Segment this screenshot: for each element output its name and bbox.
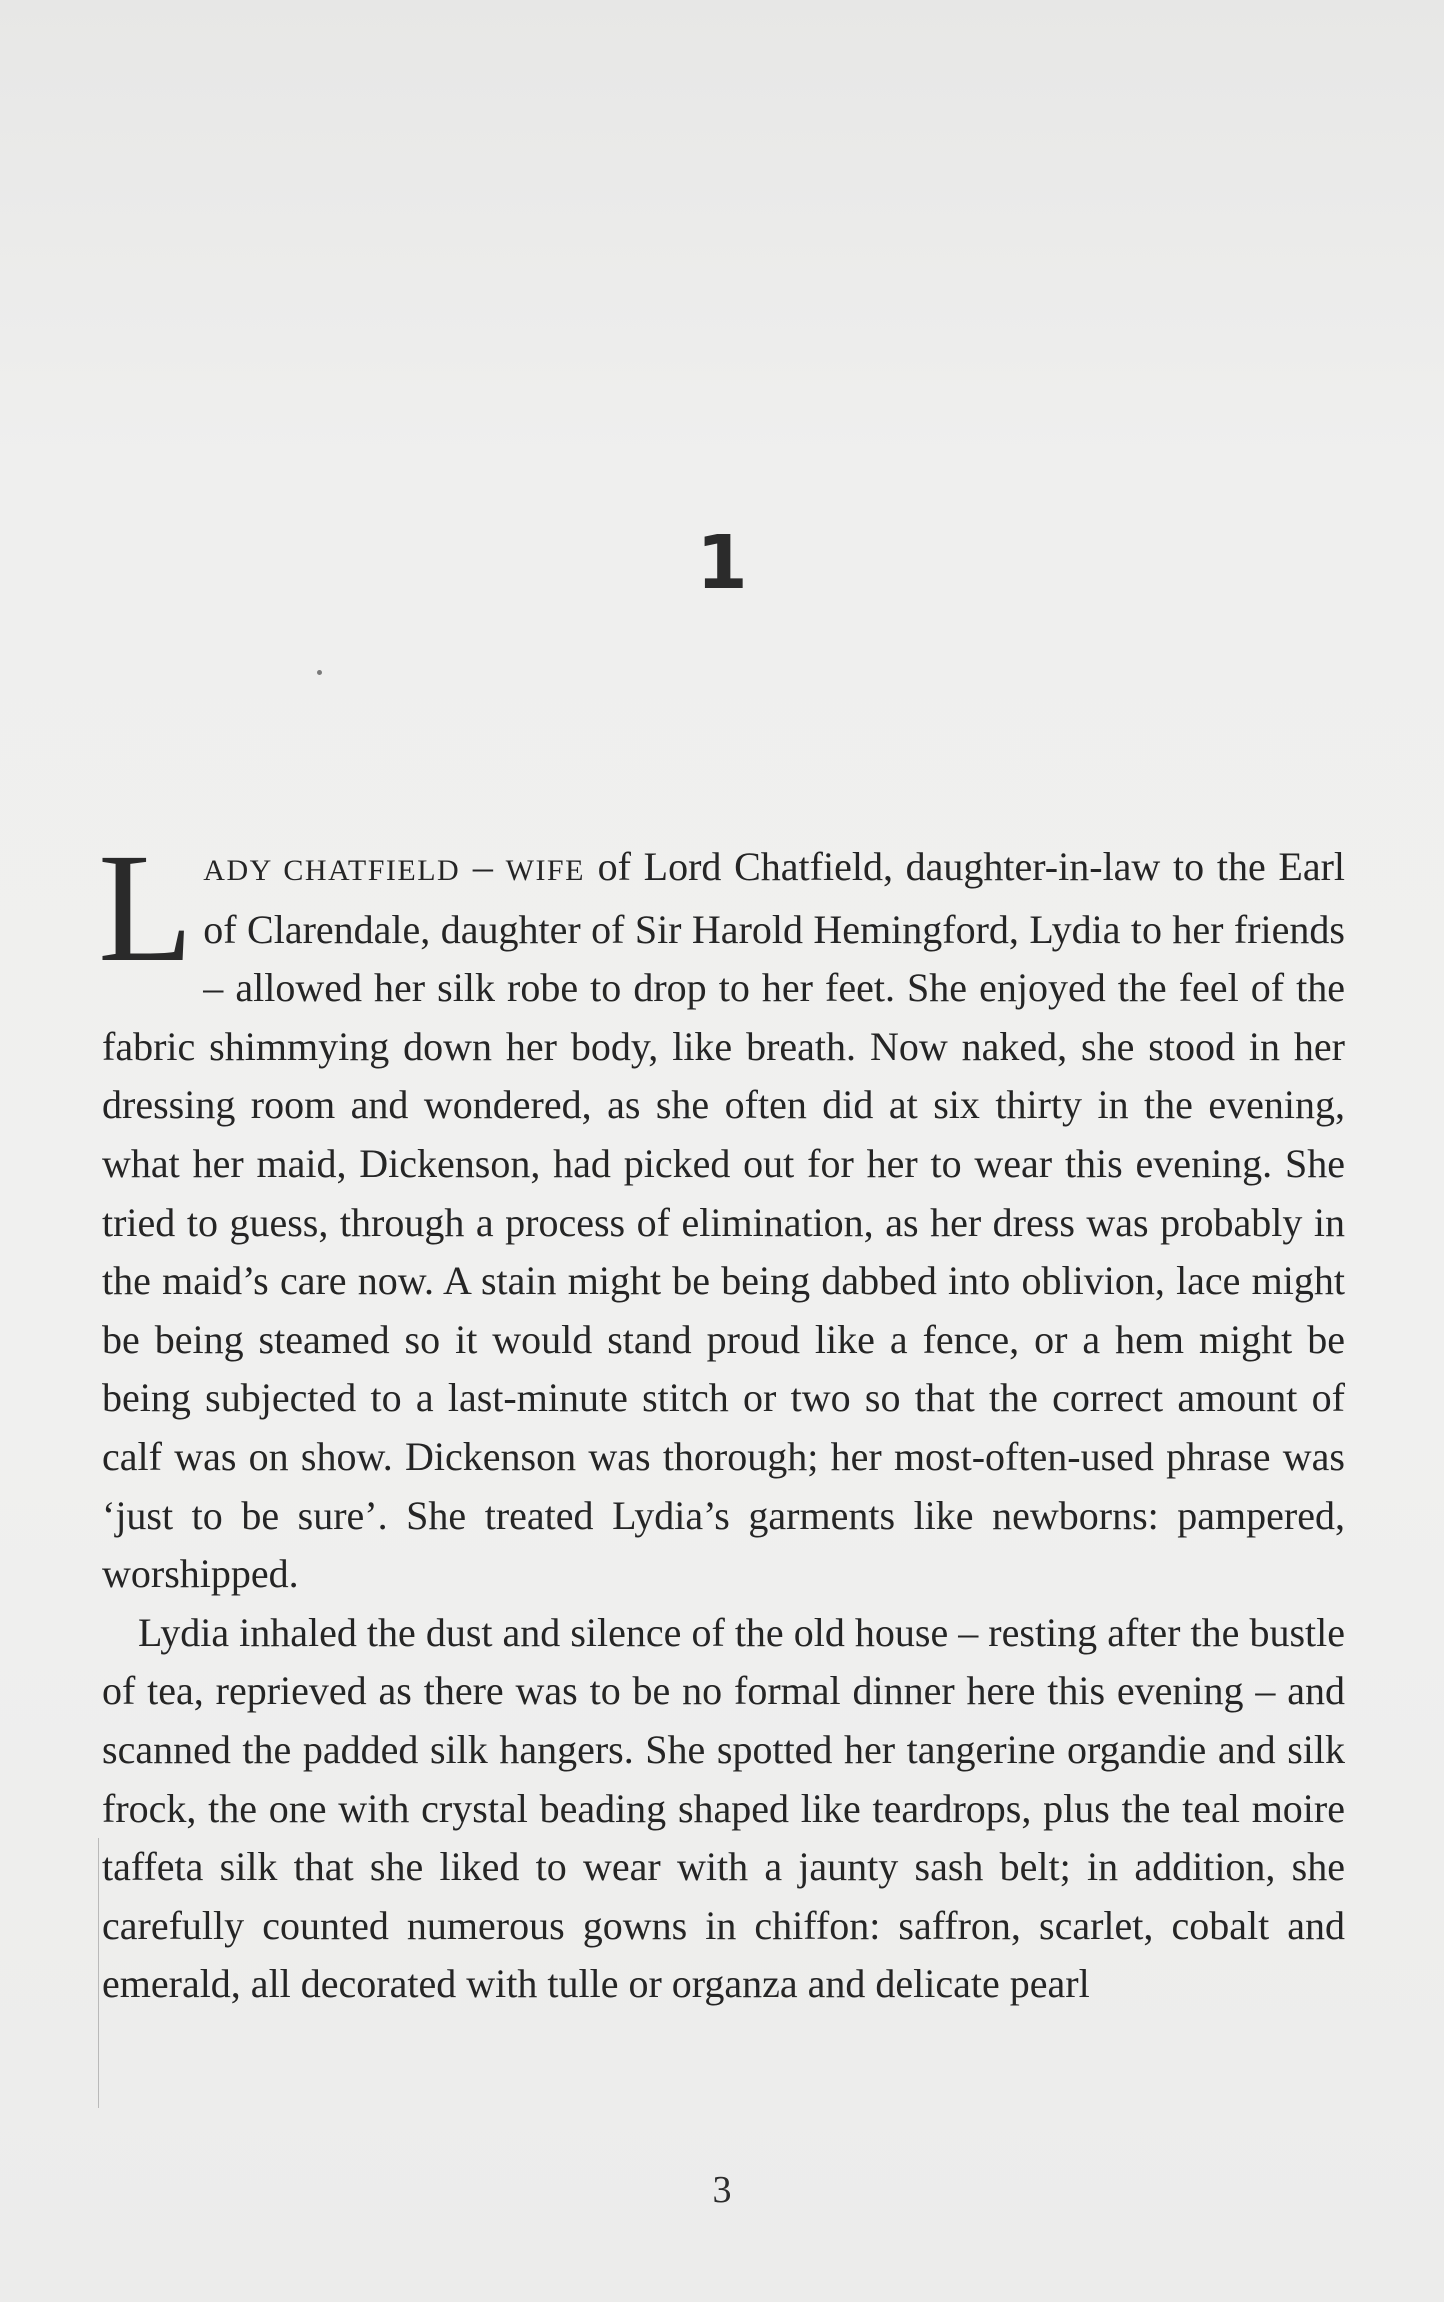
small-caps-opening-2: WIFE: [505, 854, 585, 887]
drop-cap: L: [98, 821, 194, 994]
paragraph-2: Lydia inhaled the dust and silence of the old house – resting after the bustle of tea, reprieved as there was to be no formal dinner here this evening – and scanned the padded silk hangers. She spotted her tangerine organdie and silk frock, the one with crystal beading shaped like teardrops, plus the teal moire taffeta silk that she liked to wear with a jaunty sash belt; in addition, she carefully counted numerous gowns in chiffon: saffron, scarlet, cobalt and emerald, all decorated with tulle or organza and delicate pearl: [102, 1609, 1345, 2007]
paragraph-1: [98, 821, 1346, 1604]
small-caps-opening-1: ADY CHATFIELD: [203, 854, 461, 887]
margin-mark: [98, 1838, 99, 2108]
opening-dash: –: [460, 844, 506, 889]
page-number: 3: [712, 2169, 732, 2211]
body-text: [98, 821, 1346, 2014]
page-speck: [317, 670, 322, 675]
chapter-number: 1: [696, 520, 748, 606]
paragraph-1-text: of Lord Chatfield, daughter-in-law to the Earl of Clarendale, daughter of Sir Harold Hemingford, Lydia to her friends – allowed her silk robe to drop to her feet. She enjoyed the feel of the fabric shimmying down her body, like breath. Now naked, she stood in her dressing room and wondered, as she often did at six thirty in the evening, what her maid, Dickenson, had picked out for her to wear this evening. She tried to guess, through a process of elimination, as her dress was probably in the maid’s care now. A stain might be being dabbed into oblivion, lace might be being steamed so it would stand proud like a fence, or a hem might be being subjected to a last-minute stitch or two so that the correct amount of calf was on show. Dickenson was thorough; her most-often-used phrase was ‘just to be sure’. She treated Lydia’s garments like newborns: pampered, worshipped.: [102, 844, 1346, 1597]
